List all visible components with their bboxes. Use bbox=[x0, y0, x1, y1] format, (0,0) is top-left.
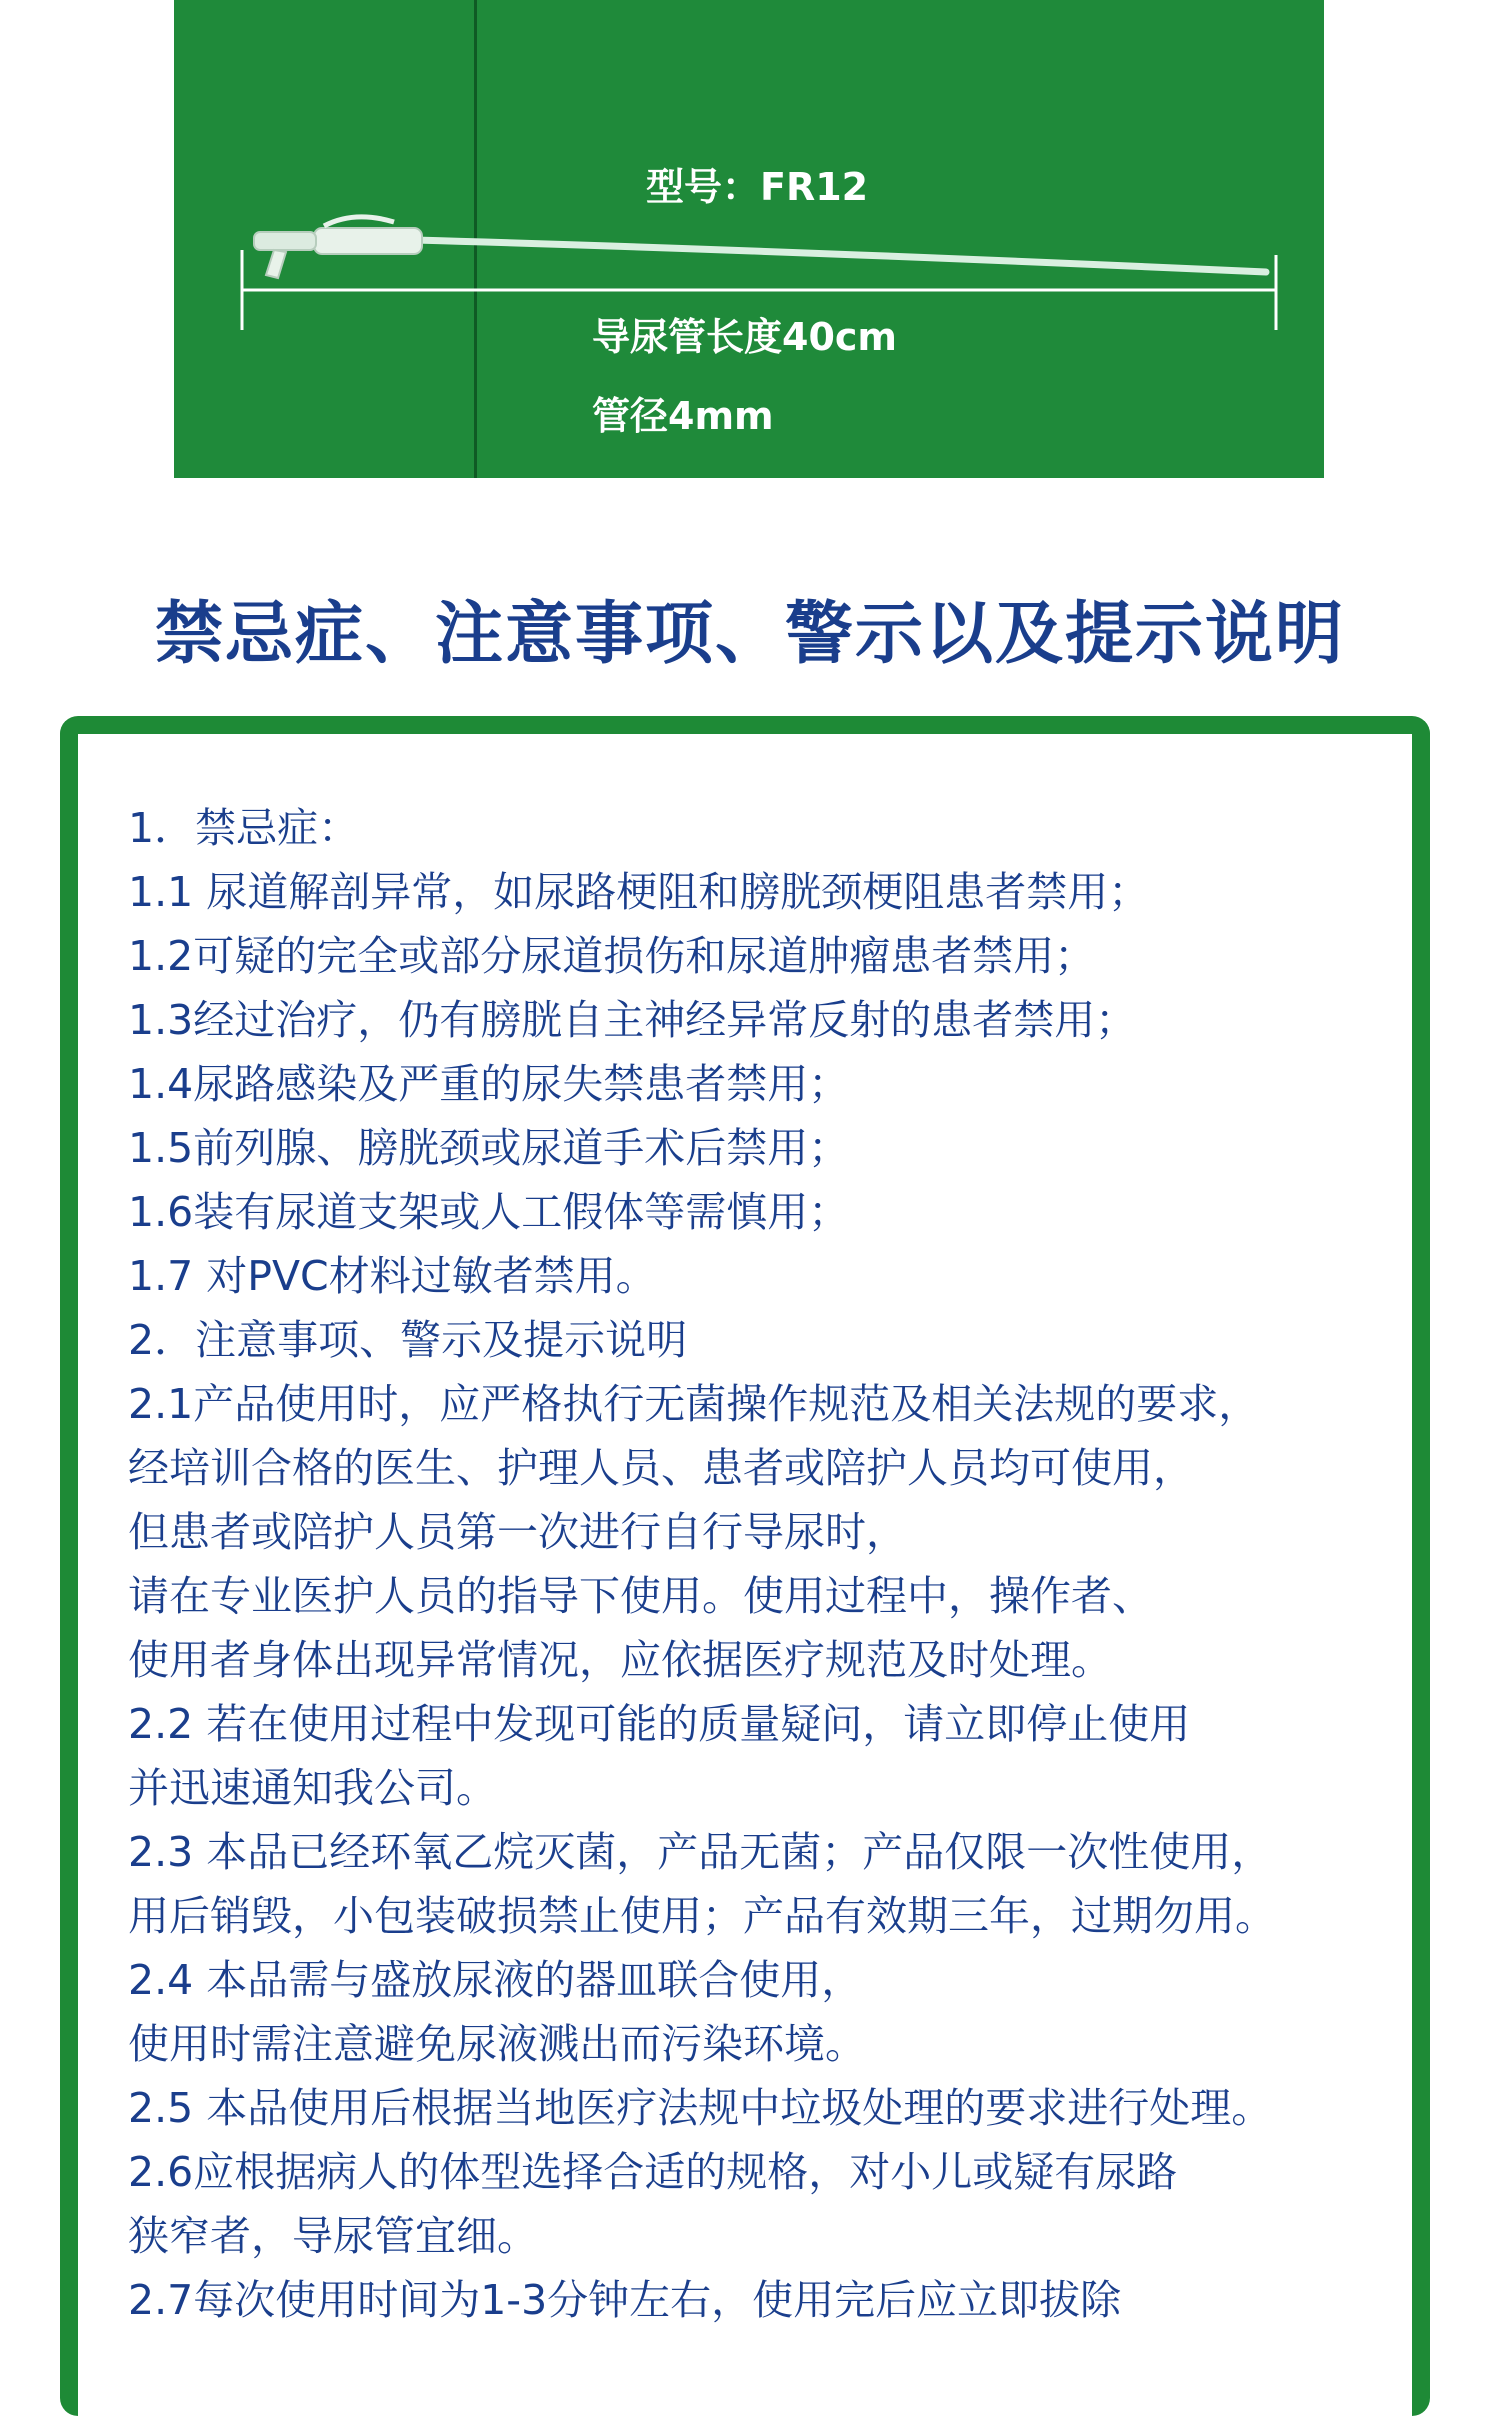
instruction-line: 用后销毁，小包装破损禁止使用；产品有效期三年，过期勿用。 bbox=[128, 1892, 1276, 1940]
instruction-line: 狭窄者，导尿管宜细。 bbox=[128, 2212, 538, 2260]
instruction-line: 1．禁忌症： bbox=[128, 804, 360, 852]
instruction-line: 经培训合格的医生、护理人员、患者或陪护人员均可使用， bbox=[128, 1444, 1194, 1492]
instruction-line: 1.4尿路感染及严重的尿失禁患者禁用； bbox=[128, 1060, 850, 1108]
length-label: 导尿管长度40cm bbox=[592, 315, 898, 359]
instruction-line: 2.2 若在使用过程中发现可能的质量疑问，请立即停止使用 bbox=[128, 1700, 1191, 1748]
instruction-line: 请在专业医护人员的指导下使用。使用过程中，操作者、 bbox=[128, 1572, 1153, 1620]
instruction-line: 2.3 本品已经环氧乙烷灭菌，产品无菌；产品仅限一次性使用， bbox=[128, 1828, 1273, 1876]
instruction-line: 1.3经过治疗，仍有膀胱自主神经异常反射的患者禁用； bbox=[128, 996, 1137, 1044]
instruction-line: 1.6装有尿道支架或人工假体等需慎用； bbox=[128, 1188, 850, 1236]
instruction-line: 2.6应根据病人的体型选择合适的规格，对小儿或疑有尿路 bbox=[128, 2148, 1178, 2196]
section-title: 禁忌症、注意事项、警示以及提示说明 bbox=[154, 595, 1345, 674]
instruction-line: 2.1产品使用时，应严格执行无菌操作规范及相关法规的要求， bbox=[128, 1380, 1260, 1428]
instruction-line: 2.5 本品使用后根据当地医疗法规中垃圾处理的要求进行处理。 bbox=[128, 2084, 1273, 2132]
instruction-line: 但患者或陪护人员第一次进行自行导尿时， bbox=[128, 1508, 907, 1556]
instruction-line: 1.1 尿道解剖异常，如尿路梗阻和膀胱颈梗阻患者禁用； bbox=[128, 868, 1150, 916]
model-label: 型号：FR12 bbox=[646, 165, 869, 209]
instruction-line: 2.7每次使用时间为1-3分钟左右，使用完后应立即拔除 bbox=[128, 2276, 1122, 2324]
instruction-line: 并迅速通知我公司。 bbox=[128, 1764, 497, 1812]
instructions-text bbox=[128, 796, 1428, 2332]
instruction-line: 2.4 本品需与盛放尿液的器皿联合使用， bbox=[128, 1956, 863, 2004]
instruction-line: 1.2可疑的完全或部分尿道损伤和尿道肿瘤患者禁用； bbox=[128, 932, 1096, 980]
diameter-label: 管径4mm bbox=[592, 394, 774, 438]
instruction-line: 使用者身体出现异常情况，应依据医疗规范及时处理。 bbox=[128, 1636, 1112, 1684]
instruction-line: 1.7 对PVC材料过敏者禁用。 bbox=[128, 1252, 657, 1300]
instruction-line: 使用时需注意避免尿液溅出而污染环境。 bbox=[128, 2020, 866, 2068]
instruction-line: 2．注意事项、警示及提示说明 bbox=[128, 1316, 688, 1364]
instruction-line: 1.5前列腺、膀胱颈或尿道手术后禁用； bbox=[128, 1124, 850, 1172]
product-photo bbox=[174, 0, 1324, 478]
